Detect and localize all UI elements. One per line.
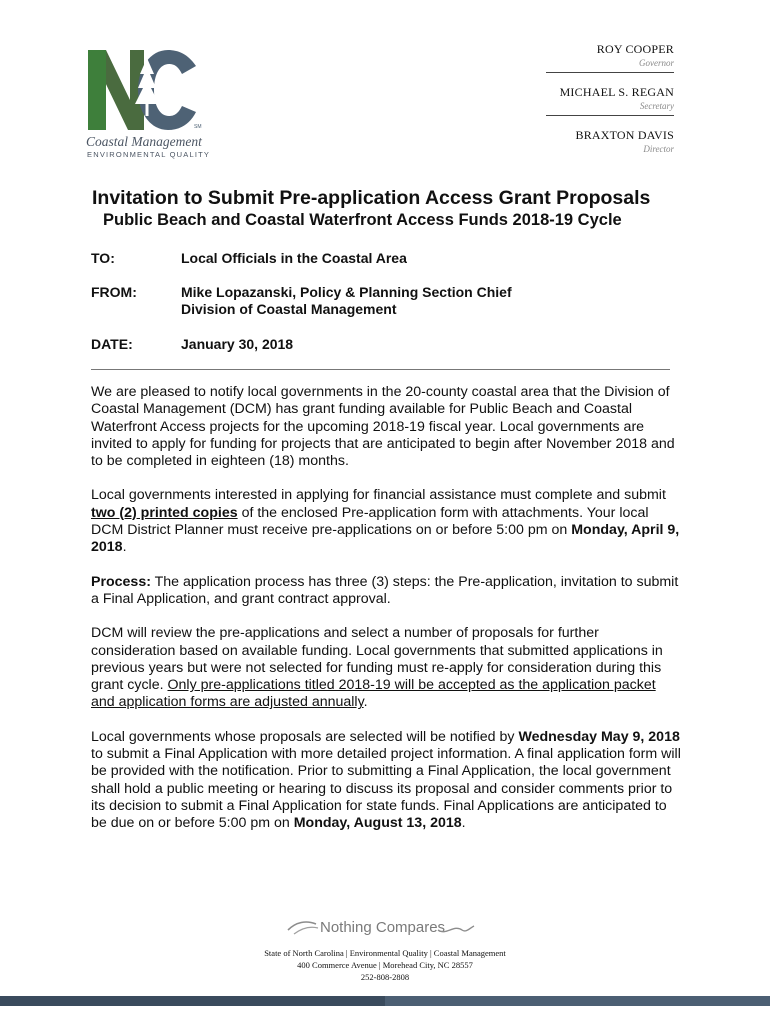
header-divider: [91, 369, 670, 370]
officials-list: [546, 42, 674, 166]
official-title: Secretary: [639, 101, 674, 111]
footer-line-org: State of North Carolina | Environmental Quality | Coastal Management: [264, 948, 506, 958]
deadline-preapp: Monday, April 9, 2018: [91, 522, 680, 556]
paragraph-submission: Local governments interested in applying for financial assistance must complete and submit two (2) printed copies of the enclosed Pre-application form with attachments. Your local DCM District Planner must receive pre-applications on or before 5:00 pm on Monday, April 9, 2018.: [91, 487, 680, 556]
official-title: Director: [643, 144, 674, 154]
memo-date-label: DATE:: [91, 336, 133, 352]
memo-to-label: TO:: [91, 250, 115, 266]
memo-from-line1: Mike Lopazanski, Policy & Planning Section Chief: [181, 284, 512, 300]
memo-date-value: January 30, 2018: [181, 336, 294, 352]
nothing-compares-logo: [286, 914, 476, 940]
nothing-compares-swoosh-icon: [286, 914, 476, 940]
footer-line-phone: 252-808-2808: [360, 972, 410, 982]
memo-from-label: FROM:: [91, 284, 137, 300]
footer-color-bar: [0, 996, 770, 1006]
footer-address: [0, 947, 770, 983]
official-name: ROY COOPER: [596, 42, 674, 56]
official-director: [546, 128, 674, 154]
printed-copies-emphasis: two (2) printed copies: [91, 504, 238, 521]
letter-body: [91, 384, 681, 850]
notification-date: Wednesday May 9, 2018: [518, 728, 680, 745]
paragraph-final-application: Local governments whose proposals are selected will be notified by Wednesday May 9, 2018 to submit a Final Application with more detailed project information. A final application form will be provided with the notification. Prior to submitting a Final Application, the local government shall hold a public meeting or hearing to discuss its proposal and consider comments prior to its decision to submit a Final Application for state funds. Final Applications are anticipated to be due on or before 5:00 pm on Monday, August 13, 2018.: [91, 728, 681, 832]
paragraph-process: Process: The application process has three (3) steps: the Pre-application, invitation to submit a Final Application, and grant contract approval.: [91, 573, 679, 607]
official-divider: [546, 72, 674, 73]
paragraph-review: DCM will review the pre-applications and select a number of proposals for further consideration based on available funding. Local governments that submitted applications in previous years but were not selected for funding must re-apply for consideration during this grant cycle. Only pre-applications titled 2018-19 will be accepted as the application packet and application forms are adjusted annually.: [91, 625, 663, 711]
annual-forms-note: Only pre-applications titled 2018-19 will be accepted as the application packet and application forms are adjusted annually: [91, 677, 656, 711]
logo-line-coastal-management: Coastal Management: [86, 134, 202, 149]
official-secretary: [546, 85, 674, 116]
footer-line-address: 400 Commerce Avenue | Morehead City, NC 28557: [297, 960, 473, 970]
official-governor: [546, 42, 674, 73]
paragraph-intro: We are pleased to notify local governments in the 20-county coastal area that the Division of Coastal Management (DCM) has grant funding available for Public Beach and Coastal Waterfront Access projects for the upcoming 2018-19 fiscal year. Local governments are invited to apply for funding for projects that are anticipated to begin after November 2018 and to be completed in eighteen (18) months.: [91, 384, 675, 470]
logo-line-environmental-quality: ENVIRONMENTAL QUALITY: [87, 150, 211, 159]
memo-from-line2: Division of Coastal Management: [181, 301, 397, 317]
memo-to-value: Local Officials in the Coastal Area: [181, 250, 407, 266]
document-subtitle: Public Beach and Coastal Waterfront Access Funds 2018-19 Cycle: [103, 211, 622, 229]
svg-text:SM: SM: [194, 124, 202, 130]
process-label: Process:: [91, 573, 151, 590]
official-title: Governor: [639, 58, 674, 68]
nc-logo-mark: [84, 44, 214, 134]
final-app-deadline: Monday, August 13, 2018: [293, 815, 462, 832]
document-title: Invitation to Submit Pre-application Access Grant Proposals: [92, 187, 651, 209]
official-name: MICHAEL S. REGAN: [559, 85, 674, 99]
official-name: BRAXTON DAVIS: [575, 128, 674, 142]
official-divider: [546, 115, 674, 116]
slogan-text: Nothing Compares: [320, 919, 446, 936]
